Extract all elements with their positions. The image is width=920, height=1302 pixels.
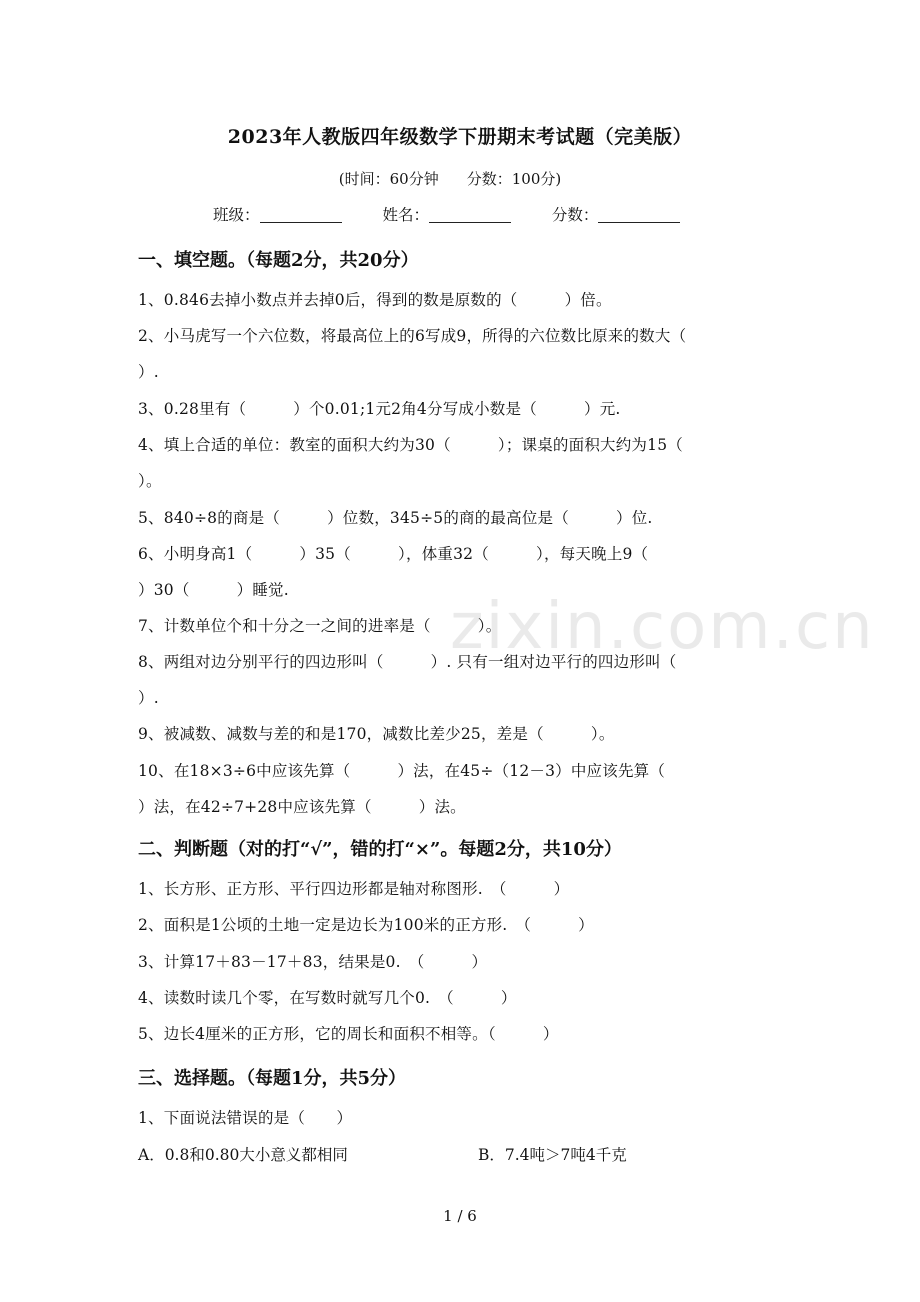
page-number: 1 / 6 xyxy=(443,1207,477,1225)
judge-question-2: 2、面积是1公顷的土地一定是边长为100米的正方形. （ ） xyxy=(138,916,594,934)
choice-question-1: 1、下面说法错误的是（ ） xyxy=(138,1109,353,1127)
fill-question-10: 10、在18×3÷6中应该先算（ ）法，在45÷（12－3）中应该先算（ xyxy=(138,762,666,780)
fill-question-6-cont: ）30（ ）睡觉. xyxy=(138,581,289,599)
fill-question-4: 4、填上合适的单位：教室的面积大约为30（ ）；课桌的面积大约为15（ xyxy=(138,436,683,454)
fill-question-3: 3、0.28里有（ ）个0.01;1元2角4分写成小数是（ ）元. xyxy=(138,400,621,418)
fill-question-2-cont: ）. xyxy=(138,363,159,381)
section-fill-in-heading: 一、填空题。（每题2分，共20分） xyxy=(138,250,419,271)
class-blank[interactable] xyxy=(260,206,342,223)
fill-question-9: 9、被减数、减数与差的和是170，减数比差少25，差是（ ）。 xyxy=(138,725,615,743)
name-blank[interactable] xyxy=(429,206,511,223)
class-label: 班级： xyxy=(213,206,260,224)
fill-question-10-cont: ）法，在42÷7+28中应该先算（ ）法。 xyxy=(138,798,466,816)
watermark: zixin.com.cn xyxy=(450,590,875,664)
judge-question-3: 3、计算17＋83－17＋83，结果是0. （ ） xyxy=(138,953,488,971)
judge-question-5: 5、边长4厘米的正方形，它的周长和面积不相等。（ ） xyxy=(138,1025,559,1043)
fill-question-7: 7、计数单位个和十分之一之间的进率是（ ）。 xyxy=(138,617,502,635)
score-label: 分数： xyxy=(551,206,599,224)
fill-question-2: 2、小马虎写一个六位数，将最高位上的6写成9，所得的六位数比原来的数大（ xyxy=(138,327,687,345)
judge-question-4: 4、读数时读几个零，在写数时就写几个0. （ ） xyxy=(138,989,517,1007)
page-title: 2023年人教版四年级数学下册期末考试题（完美版） xyxy=(227,126,693,148)
fill-question-8-cont: ）. xyxy=(138,689,159,707)
name-label: 姓名： xyxy=(382,206,429,224)
choice-option-b: B．7.4吨＞7吨4千克 xyxy=(478,1146,627,1164)
class-field xyxy=(213,203,342,225)
fill-question-1: 1、0.846去掉小数点并去掉0后，得到的数是原数的（ ）倍。 xyxy=(138,291,612,309)
choice-option-a: A．0.8和0.80大小意义都相同 xyxy=(138,1146,348,1164)
fill-question-8: 8、两组对边分别平行的四边形叫（ ）. 只有一组对边平行的四边形叫（ xyxy=(138,653,677,671)
exam-meta xyxy=(0,168,900,189)
total-score: 分数：100分) xyxy=(466,170,562,188)
fill-question-6: 6、小明身高1（ ）35（ ），体重32（ ），每天晚上9（ xyxy=(138,545,649,563)
name-field xyxy=(382,203,511,225)
judge-question-1: 1、长方形、正方形、平行四边形都是轴对称图形. （ ） xyxy=(138,880,570,898)
section-choice-heading: 三、选择题。（每题1分，共5分） xyxy=(138,1068,407,1089)
student-info-line xyxy=(213,203,716,225)
score-blank[interactable] xyxy=(598,206,680,223)
fill-question-4-cont: ）。 xyxy=(138,472,162,490)
score-field xyxy=(552,203,681,225)
time-limit: (时间：60分钟 xyxy=(338,170,439,188)
section-judge-heading: 二、判断题（对的打“√”，错的打“×”。每题2分，共10分） xyxy=(138,839,622,860)
fill-question-5: 5、840÷8的商是（ ）位数，345÷5的商的最高位是（ ）位. xyxy=(138,509,653,527)
